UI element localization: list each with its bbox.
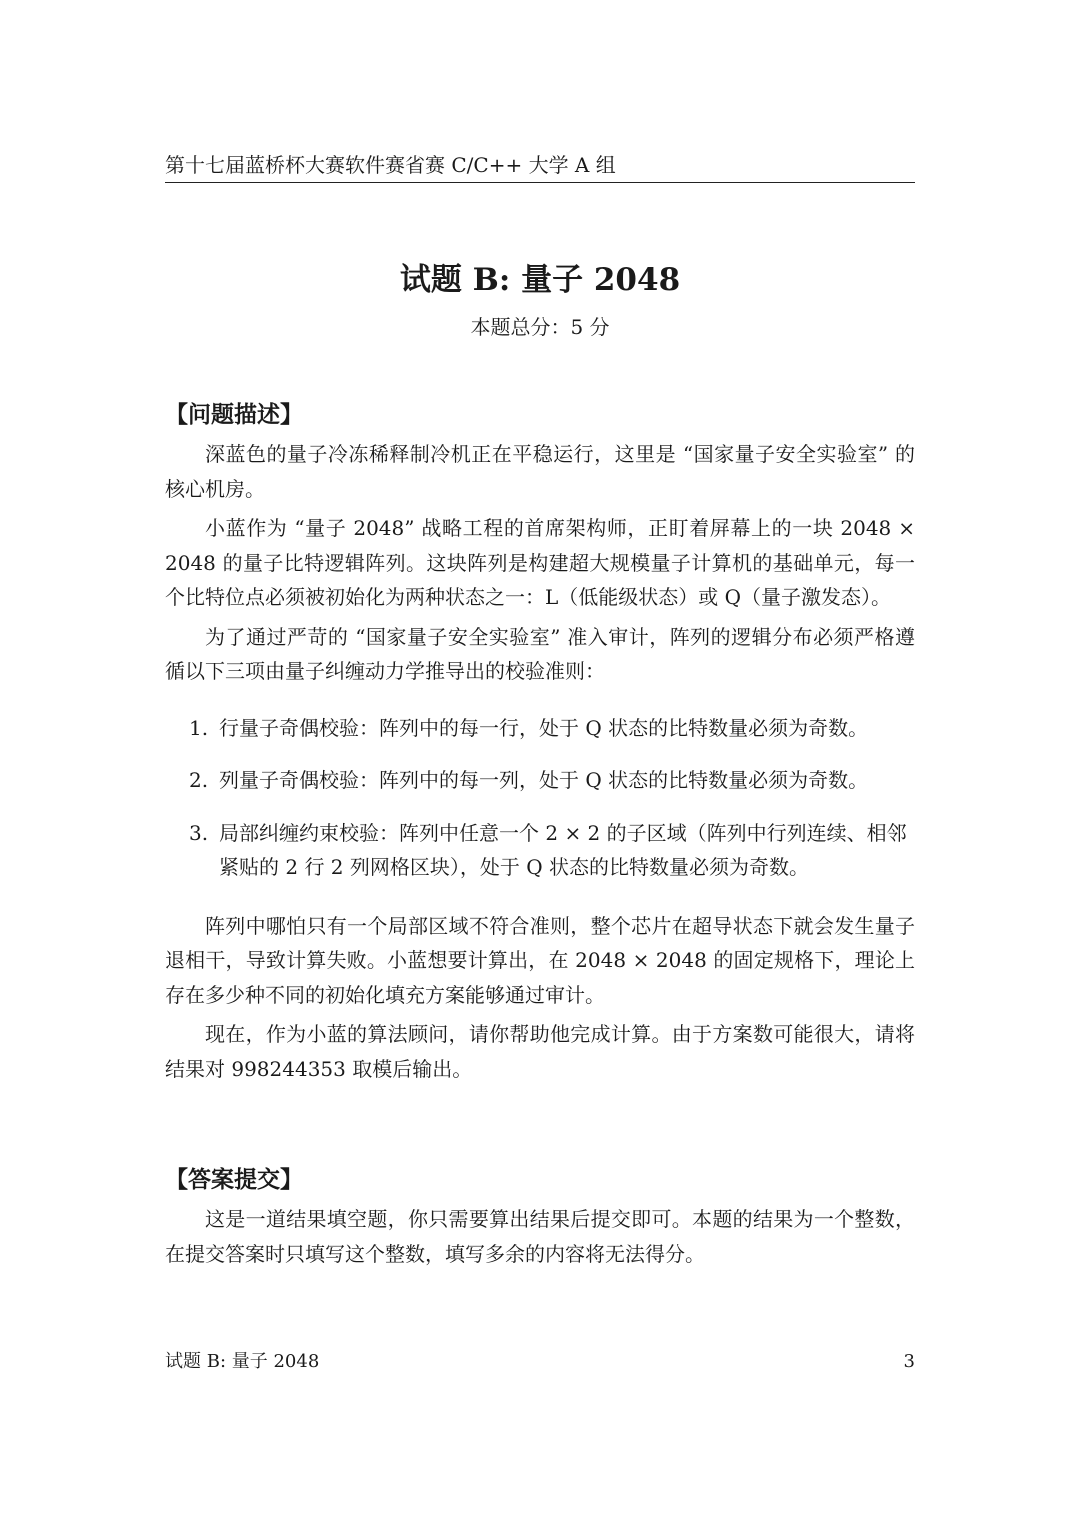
rule-number: 3.	[189, 820, 209, 845]
rule-item	[165, 816, 915, 885]
running-footer	[165, 1348, 915, 1376]
title-block	[165, 258, 915, 342]
document-page	[165, 0, 915, 1527]
page-number: 3	[903, 1351, 915, 1372]
description-paragraph: 小蓝作为 “量子 2048” 战略工程的首席架构师，正盯着屏幕上的一块 2048 × 2048 的量子比特逻辑阵列。这块阵列是构建超大规模量子计算机的基础单元，每一个比特位点必须被初始化为两种状态之一：L（低能级状态）或 Q（量子激发态）。	[165, 516, 915, 609]
footer-title: 试题 B: 量子 2048	[165, 1351, 320, 1372]
rule-item	[165, 711, 915, 746]
rules-list	[165, 711, 915, 885]
submission-paragraph: 这是一道结果填空题，你只需要算出结果后提交即可。本题的结果为一个整数，在提交答案时只填写这个整数，填写多余的内容将无法得分。	[165, 1207, 915, 1266]
rule-number: 2.	[189, 768, 209, 792]
description-heading: 【问题描述】	[165, 402, 303, 428]
submission-heading: 【答案提交】	[165, 1167, 303, 1193]
answer-submission-section	[165, 1163, 915, 1276]
problem-description-section	[165, 398, 915, 1091]
rule-text: 局部纠缠约束校验：阵列中任意一个 2 × 2 的子区域（阵列中行列连续、相邻紧贴的 2 行 2 列网格区块），处于 Q 状态的比特数量必须为奇数。	[219, 820, 907, 879]
problem-title: 试题 B: 量子 2048	[399, 262, 681, 298]
running-header: 第十七届蓝桥杯大赛软件赛省赛 C/C++ 大学 A 组	[165, 150, 915, 183]
description-paragraph: 现在，作为小蓝的算法顾问，请你帮助他完成计算。由于方案数可能很大，请将结果对 998244353 取模后输出。	[165, 1022, 915, 1081]
rule-number: 1.	[189, 715, 209, 740]
rule-item	[165, 763, 915, 798]
description-paragraph: 为了通过严苛的 “国家量子安全实验室” 准入审计，阵列的逻辑分布必须严格遵循以下三项由量子纠缠动力学推导出的校验准则：	[165, 624, 915, 683]
description-paragraph: 阵列中哪怕只有一个局部区域不符合准则，整个芯片在超导状态下就会发生量子退相干，导致计算失败。小蓝想要计算出，在 2048 × 2048 的固定规格下，理论上存在多少种不同的初始化填充方案能够通过审计。	[165, 913, 915, 1007]
rule-text: 行量子奇偶校验：阵列中的每一行，处于 Q 状态的比特数量必须为奇数。	[219, 715, 869, 740]
score-line: 本题总分：5 分	[470, 315, 610, 339]
description-paragraph: 深蓝色的量子冷冻稀释制冷机正在平稳运行，这里是 “国家量子安全实验室” 的核心机房。	[165, 442, 915, 501]
rule-text: 列量子奇偶校验：阵列中的每一列，处于 Q 状态的比特数量必须为奇数。	[219, 768, 869, 792]
